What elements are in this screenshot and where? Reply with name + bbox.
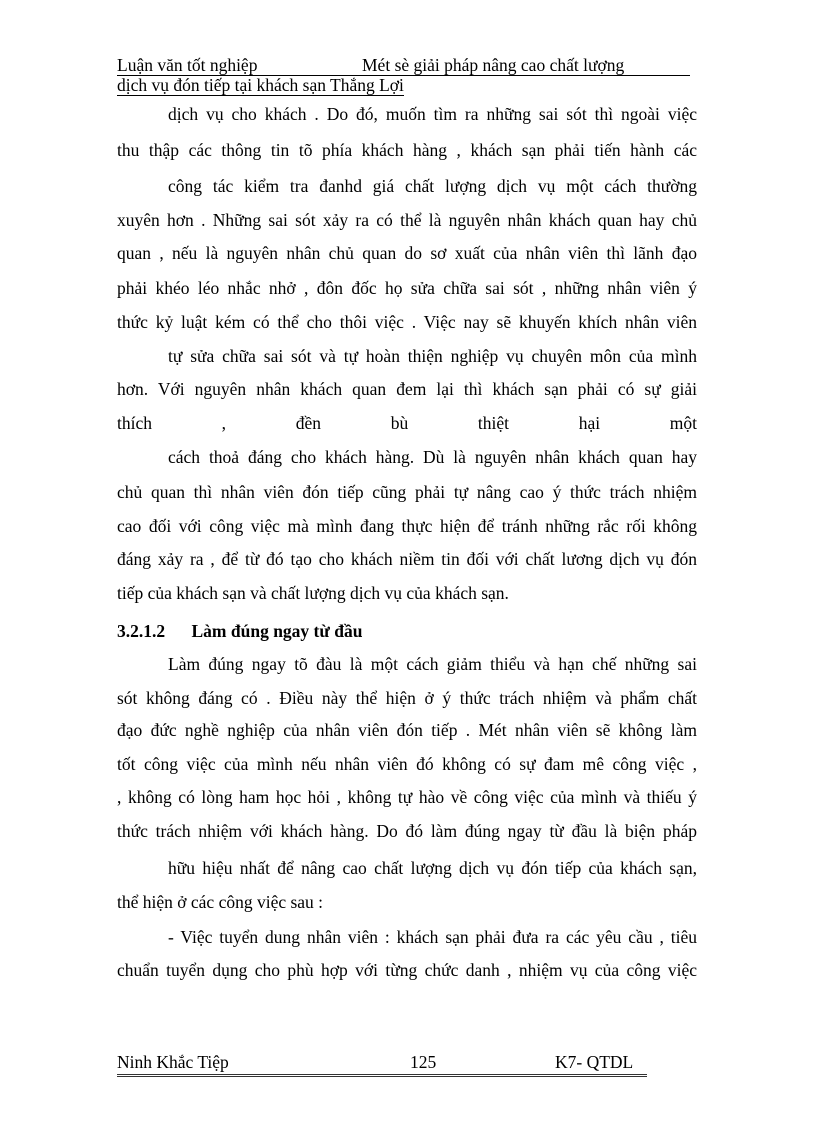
text-line: hơn. Với nguyên nhân khách quan đem lại thì khách sạn phải có sự giải (117, 379, 697, 399)
section-number: 3.2.1.2 (117, 621, 166, 641)
section-title: Làm đúng ngay từ đầu (191, 621, 363, 641)
text-line: phải khéo léo nhắc nhở , đôn đốc họ sửa chữa sai sót , những nhân viên ý (117, 278, 697, 298)
text-line: tự sửa chữa sai sót và tự hoàn thiện nghiệp vụ chuyên môn của mình (168, 346, 697, 366)
text-line: xuyên hơn . Những sai sót xảy ra có thể là nguyên nhân khách quan hay chủ (117, 210, 697, 230)
text-line: thu thập các thông tin tõ phía khách hàng , khách sạn phải tiến hành các (117, 140, 697, 160)
text-line: quan , nếu là nguyên nhân chủ quan do sơ xuất của nhân viên thì lãnh đạo (117, 243, 697, 263)
text-line: cao đối với công việc mà mình đang thực hiện để tránh những rắc rối không (117, 516, 697, 536)
text-line: thể hiện ở các công việc sau : (117, 892, 324, 912)
header-right-title: Mét sè giải pháp nâng cao chất lượng (362, 55, 625, 75)
footer-page-number: 125 (410, 1052, 437, 1072)
header-left-title: Luận văn tốt nghiệp (117, 55, 258, 75)
text-line: chuẩn tuyển dụng cho phù hợp với từng chức danh , nhiệm vụ của công việc (117, 960, 697, 980)
footer-class-code: K7- QTDL (555, 1052, 634, 1072)
text-line: đáng xảy ra , để từ đó tạo cho khách niềm tin đối với chất lương dịch vụ đón (117, 549, 697, 569)
text-line: công tác kiểm tra đanhd giá chất lượng dịch vụ một cách thường (168, 176, 697, 196)
text-line: dịch vụ cho khách . Do đó, muốn tìm ra những sai sót thì ngoài việc (168, 104, 697, 124)
header-line-2: dịch vụ đón tiếp tại khách sạn Thắng Lợi (117, 75, 404, 95)
text-line: - Việc tuyển dung nhân viên : khách sạn phải đưa ra các yêu cầu , tiêu (168, 927, 697, 947)
text-line: tiếp của khách sạn và chất lượng dịch vụ của khách sạn. (117, 583, 509, 603)
text-line: tốt công việc của mình nếu nhân viên đó không có sự đam mê công việc , (117, 754, 697, 774)
text-line: thức kỷ luật kém có thể cho thôi việc . Việc nay sẽ khuyến khích nhân viên (117, 312, 697, 332)
text-line: , không có lòng ham học hỏi , không tự hào về công việc của mình và thiếu ý (117, 787, 697, 807)
text-line: thức trách nhiệm với khách hàng. Do đó làm đúng ngay từ đầu là biện pháp (117, 821, 697, 841)
text-line: chủ quan thì nhân viên đón tiếp cũng phải tự nâng cao ý thức trách nhiệm (117, 482, 697, 502)
text-line: đạo đức nghề nghiệp của nhân viên đón tiếp . Mét nhân viên sẽ không làm (117, 720, 697, 740)
page-footer (117, 1052, 647, 1077)
text-line: Làm đúng ngay tõ đàu là một cách giảm thiểu và hạn chế những sai (168, 654, 697, 674)
text-line: sót không đáng có . Điều này thể hiện ở ý thức trách nhiệm và phẩm chất (117, 688, 697, 708)
header-line-1 (117, 55, 690, 76)
text-line: cách thoả đáng cho khách hàng. Dù là nguyên nhân khách quan hay (168, 447, 697, 467)
footer-author: Ninh Khắc Tiệp (117, 1052, 229, 1072)
text-line: hữu hiệu nhất để nâng cao chất lượng dịch vụ đón tiếp của khách sạn, (168, 858, 697, 878)
text-line: thích , đền bù thiệt hại một (117, 413, 697, 433)
section-heading (117, 621, 362, 642)
